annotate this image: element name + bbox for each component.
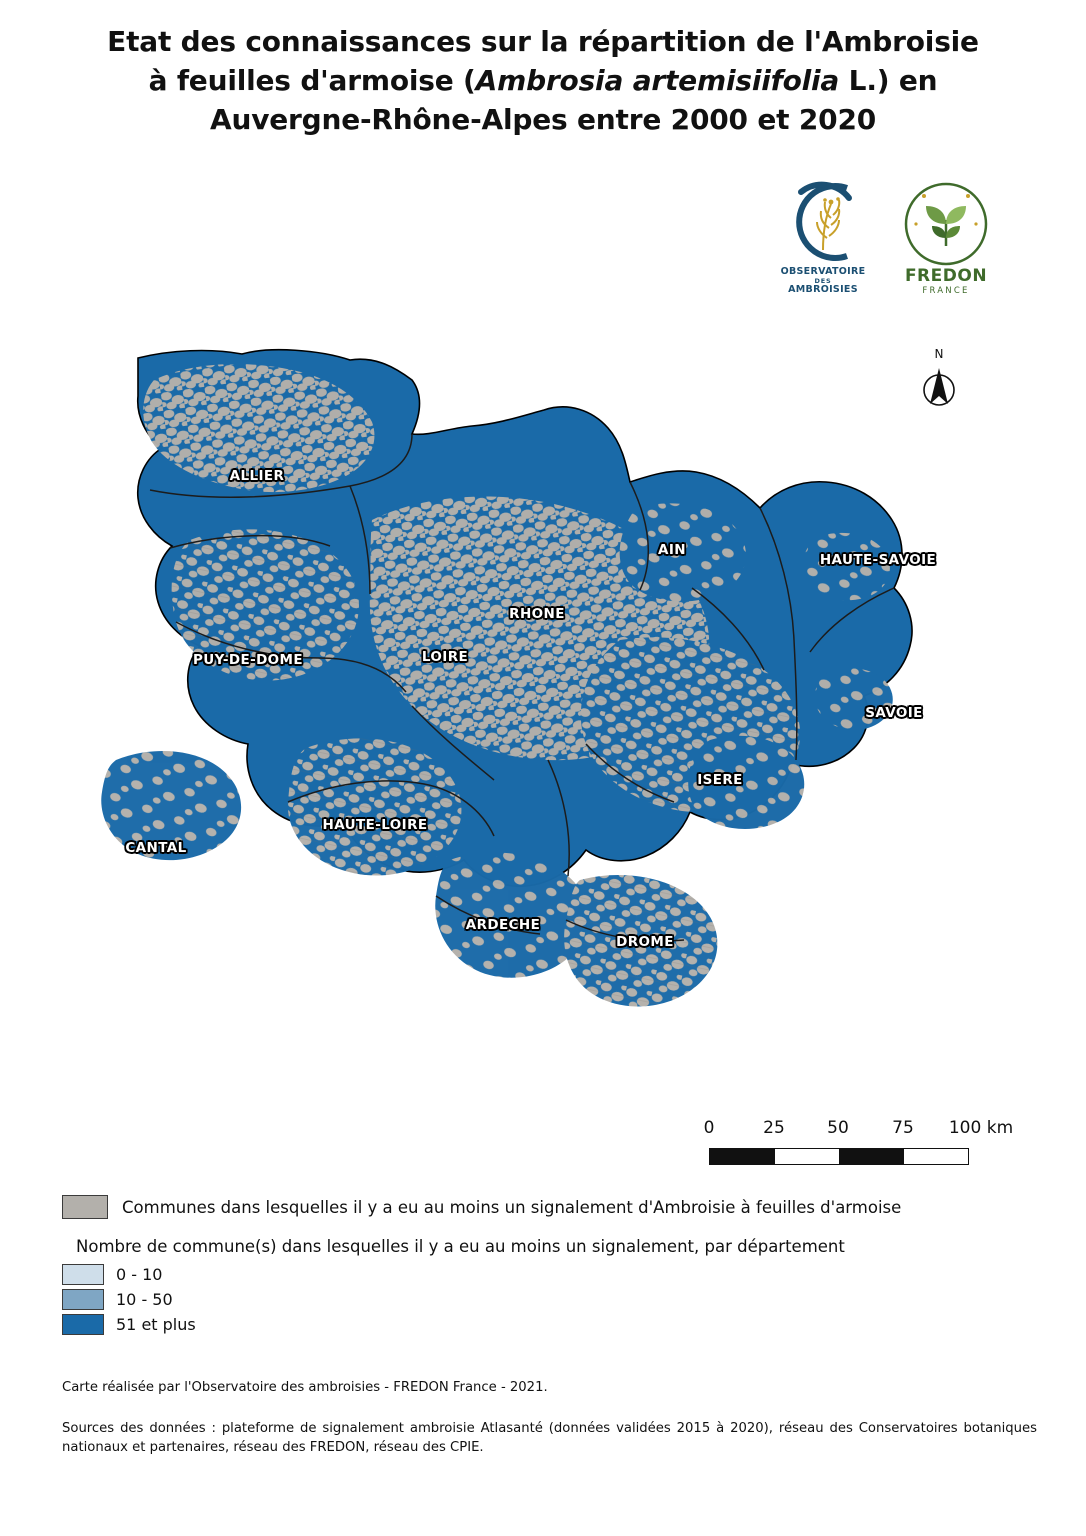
dept-label-rhone: RHONE (509, 606, 565, 622)
dept-label-haute-savoie: HAUTE-SAVOIE (819, 552, 937, 568)
fredon-logo-svg (902, 180, 990, 268)
north-arrow-label: N (934, 347, 944, 361)
legend-swatch-51-plus (62, 1314, 104, 1335)
dept-label-puy-de-dome: PUY-DE-DOME (192, 652, 304, 668)
scale-tick-0: 0 (703, 1118, 715, 1138)
scale-segment-3 (839, 1149, 904, 1164)
observatoire-logo-svg (777, 178, 869, 266)
credits-block (62, 1378, 1037, 1457)
logo-group (768, 178, 1018, 310)
scale-tick-50: 50 (827, 1118, 849, 1138)
observatoire-logo-mark (777, 178, 869, 266)
dept-label-allier: ALLIER (229, 468, 285, 484)
credit-author: Carte réalisée par l'Observatoire des ambroisies - FREDON France - 2021. (62, 1380, 548, 1395)
dept-label-drome: DROME (616, 934, 674, 950)
page-title (0, 22, 1086, 140)
north-arrow-icon (916, 360, 962, 412)
dept-label-savoie: SAVOIE (865, 705, 923, 721)
legend-class-10-50 (62, 1289, 1042, 1310)
dept-label-haute-loire: HAUTE-LOIRE (322, 817, 428, 833)
legend-swatch-commune (62, 1195, 108, 1219)
scale-bar-labels (700, 1118, 1020, 1142)
fredon-logo-mark (902, 180, 990, 268)
legend-commune-row (62, 1195, 1042, 1219)
title-line-2 (0, 61, 1086, 100)
legend-class-51-plus (62, 1314, 1042, 1335)
legend-label-0-10: 0 - 10 (116, 1265, 163, 1284)
dept-label-loire: LOIRE (421, 649, 469, 665)
fredon-france-logo (886, 180, 1006, 308)
title-line-1: Etat des connaissances sur la répartition de l'Ambroisie (107, 25, 979, 58)
legend-swatch-0-10 (62, 1264, 104, 1285)
dept-label-ain: AIN (658, 542, 686, 558)
scale-tick-75: 75 (892, 1118, 914, 1138)
title-line-3: Auvergne-Rhône-Alpes entre 2000 et 2020 (209, 103, 877, 137)
legend-label-10-50: 10 - 50 (116, 1290, 173, 1309)
legend-swatch-10-50 (62, 1289, 104, 1310)
fredon-logo-subtitle: FRANCE (922, 286, 970, 296)
legend-label-51-plus: 51 et plus (116, 1315, 196, 1334)
observatoire-logo-line2: DES (814, 276, 832, 285)
observatoire-logo-line1: OBSERVATOIRE (780, 266, 866, 277)
observatoire-logo-text (768, 267, 878, 296)
legend-subtitle: Nombre de commune(s) dans lesquelles il y a eu au moins un signalement, par département (76, 1237, 845, 1256)
species-name: Ambrosia artemisiifolia (475, 64, 840, 98)
scale-tick-25: 25 (763, 1118, 785, 1138)
scale-segment-1 (710, 1149, 775, 1164)
observatoire-des-ambroisies-logo (768, 178, 878, 308)
map-legend (62, 1195, 1042, 1339)
legend-commune-label: Communes dans lesquelles il y a eu au moins un signalement d'Ambroisie à feuilles d'armoise (122, 1197, 902, 1217)
map-canvas[interactable] (20, 340, 1066, 1100)
title-line-2-after: L.) en (839, 64, 938, 98)
north-arrow (916, 348, 962, 416)
scale-tick-100: 100 km (948, 1118, 1014, 1138)
scale-segment-4 (904, 1149, 969, 1164)
scale-bar-graphic (709, 1148, 969, 1165)
credit-sources: Sources des données : plateforme de signalement ambroisie Atlasanté (données validées 2015 à 2020), réseau des Conservatoires botaniques nationaux et partenaires, réseau des FREDON, réseau des CPIE. (62, 1421, 1037, 1456)
dept-label-isere: ISERE (697, 772, 743, 788)
scale-segment-2 (775, 1149, 840, 1164)
observatoire-logo-line3: AMBROISIES (788, 284, 858, 296)
dept-label-cantal: CANTAL (125, 840, 187, 856)
title-line-2-before: à feuilles d'armoise ( (148, 64, 476, 98)
legend-class-0-10 (62, 1264, 1042, 1285)
dept-label-ardeche: ARDECHE (465, 917, 541, 933)
fredon-logo-name: FREDON (904, 266, 988, 286)
scale-bar (700, 1118, 1020, 1142)
